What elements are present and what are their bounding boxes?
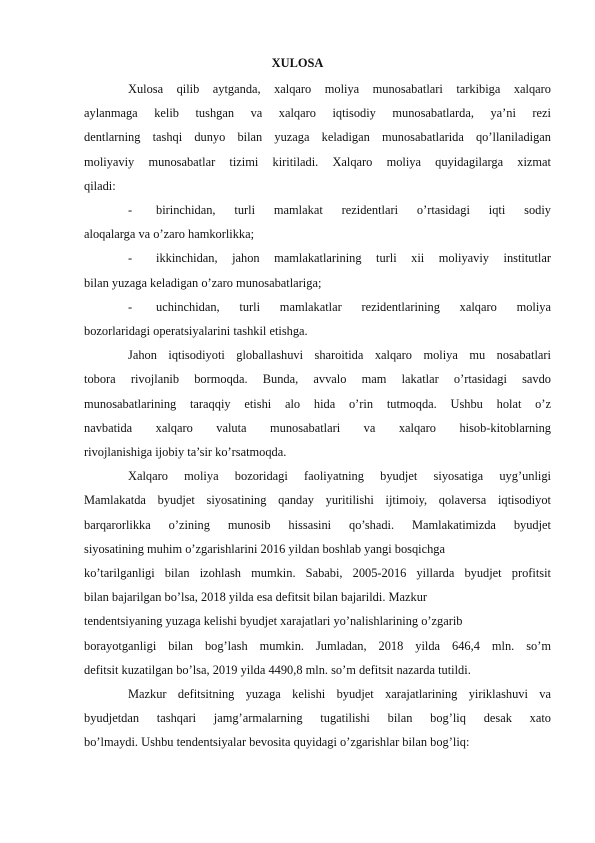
text-line: birinchidan, turli mamlakat rezidentlari o’rtasidagi iqti sodiy [156,203,551,217]
text-line: bozorlaridagi operatsiyalarini tashkil etishga. [84,324,308,338]
text-line: rivojlanishiga ijobiy ta’sir ko’rsatmoqda. [84,445,287,459]
text-line: navbatida xalqaro valuta munosabatlari va xalqaro hisob-kitoblarning [84,420,551,435]
text-line: aylanmaga kelib tushgan va xalqaro iqtisodiy munosabatlarda, ya’ni rezi [84,106,551,121]
text-line: Mazkur defitsitning yuzaga kelishi byudjet xarajatlarining yiriklashuvi va [128,687,551,701]
text-line: tobora rivojlanib bormoqda. Bunda, avvalo mam lakatlar o’rtasidagi savdo [84,372,551,387]
text-line: moliyaviy munosabatlar tizimi kiritiladi. Xalqaro moliya quyidagilarga xizmat [84,154,551,169]
text-line: qiladi: [84,178,116,193]
text-line: Jahon iqtisodiyoti globallashuvi sharoitida xalqaro moliya mu nosabatlari [128,348,551,363]
text-line: defitsit kuzatilgan bo’lsa, 2019 yilda 4490,8 mln. so’m defitsit nazarda tutildi. [84,662,471,677]
text-line: bilan yuzaga keladigan o’zaro munosabatlariga; [84,275,322,290]
text-line: siyosatining muhim o’zgarishlarini 2016 yildan boshlab yangi bosqichga [84,541,445,556]
text-line: byudjetdan tashqari jamg’armalarning tugatilishi bilan bog’liq desak xato [84,711,551,726]
list-bullet: - [128,203,133,217]
text-line: bo’lmaydi. Ushbu tendentsiyalar bevosita quyidagi o’zgarishlar bilan bog’liq: [84,735,470,750]
text-line: borayotganligi bilan bog’lash mumkin. Jumladan, 2018 yilda 646,4 mln. so’m [84,638,551,653]
text-line: Xalqaro moliya bozoridagi faoliyatning byudjet siyosatiga uyg’unligi [128,469,551,484]
text-line: ko’tarilganligi bilan izohlash mumkin. Sababi, 2005-2016 yillarda byudjet profitsit [84,566,551,580]
list-bullet: - [128,299,133,314]
page-title: XULOSA [271,56,324,70]
list-bullet: - [128,251,133,266]
text-line: bilan bajarilgan bo’lsa, 2018 yilda esa defitsit bilan bajarildi. Mazkur [84,590,428,605]
text-line: tendentsiyaning yuzaga kelishi byudjet xarajatlari yo’nalishlarining o’zgarib [84,614,463,629]
text-line: munosabatlarining taraqqiy etishi alo hida o’rin tutmoqda. Ushbu holat o’z [84,396,551,411]
text-line: barqarorlikka o’zining munosib hissasini qo’shadi. Mamlakatimizda byudjet [84,517,551,532]
text-line: uchinchidan, turli mamlakatlar rezidentlarining xalqaro moliya [156,299,551,314]
text-line: Xulosa qilib aytganda, xalqaro moliya munosabatlari tarkibiga xalqaro [128,82,551,96]
text-line: Mamlakatda byudjet siyosatining qanday yuritilishi ijtimoiy, qolaversa iqtisodiyot [84,493,551,508]
text-line: dentlarning tashqi dunyo bilan yuzaga keladigan munosabatlarida qo’llaniladigan [84,130,551,145]
text-line: aloqalarga va o’zaro hamkorlikka; [84,227,255,242]
text-line: ikkinchidan, jahon mamlakatlarining turli xii moliyaviy institutlar [156,251,551,266]
